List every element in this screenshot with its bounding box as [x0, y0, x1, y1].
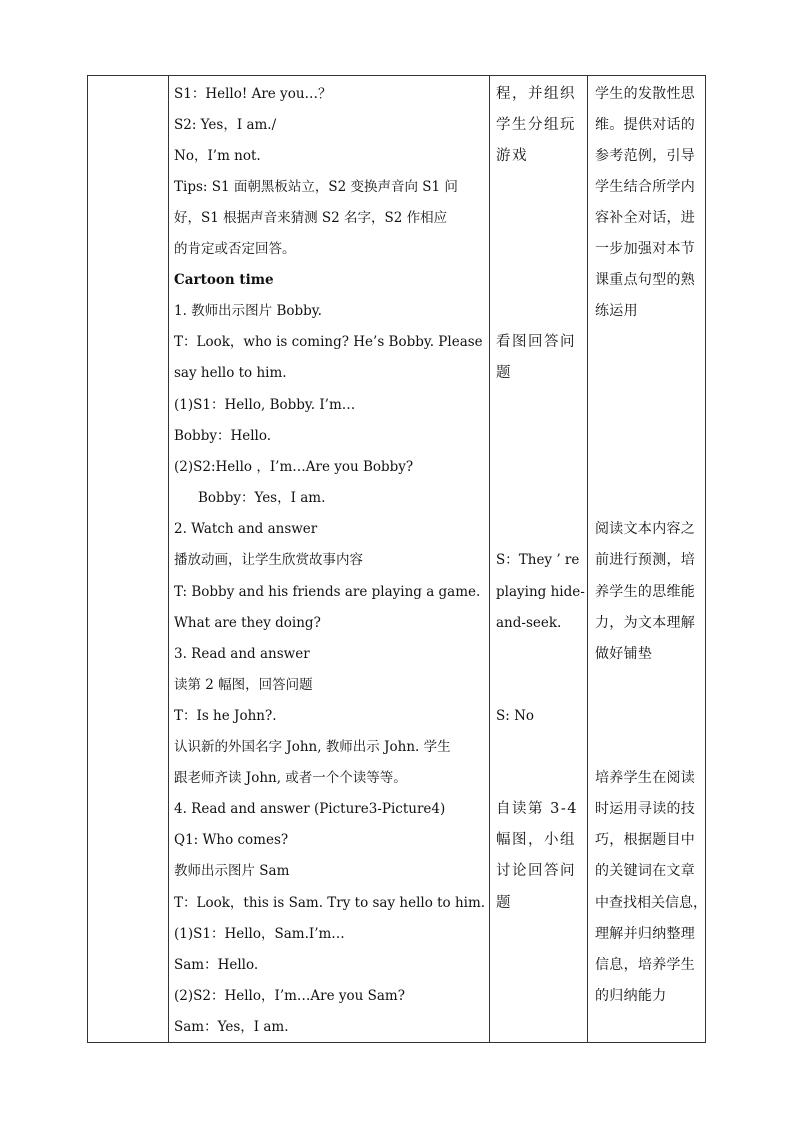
process-line: 的肯定或否定回答。 [174, 241, 296, 257]
process-line: T：Is he John?. [174, 708, 277, 724]
process-line: Tips: S1 面朝黑板站立，S2 变换声音向 S1 问 [174, 179, 458, 195]
student-line: 程，并组织 [496, 86, 576, 102]
purpose-line: 的关键词在文章 [595, 863, 696, 879]
purpose-line: 养学生的思维能 [595, 584, 696, 600]
student-line: 讨论回答问 [496, 863, 576, 879]
process-line: S1：Hello! Are you…？ [174, 86, 332, 102]
process-line: 好，S1 根据声音来猜测 S2 名字，S2 作相应 [174, 210, 448, 226]
process-line: (1)S1：Hello，Sam.I’m… [174, 926, 345, 942]
purpose-line: 前进行预测，培 [595, 552, 696, 568]
student-line: 看图回答问 [496, 334, 576, 350]
process-line: No，I’m not. [174, 148, 261, 164]
section-heading: Cartoon time [174, 272, 274, 288]
student-line: S: No [496, 708, 535, 724]
student-line: 学生分组玩 [496, 117, 576, 133]
process-line: say hello to him. [174, 365, 287, 381]
process-line: T：Look，this is Sam. Try to say hello to him. [174, 895, 486, 911]
process-line: (1)S1：Hello, Bobby. I’m… [174, 397, 356, 413]
process-line: 播放动画，让学生欣赏故事内容 [174, 552, 363, 568]
process-line: Q1: Who comes? [174, 832, 289, 848]
student-line: and-seek. [496, 615, 562, 631]
purpose-line: 练运用 [595, 303, 638, 319]
student-line: playing hide- [496, 584, 585, 600]
process-line: 3. Read and answer [174, 646, 310, 662]
process-line: (2)S2:Hello ，I’m…Are you Bobby? [174, 459, 414, 475]
process-line: 教师出示图片 Sam [174, 863, 290, 879]
process-line: 1. 教师出示图片 Bobby. [174, 303, 322, 319]
purpose-line: 力，为文本理解 [595, 615, 696, 631]
purpose-line: 时运用寻读的技 [595, 801, 696, 817]
purpose-line: 学生结合所学内 [595, 179, 696, 195]
student-line: 自读第 3-4 [496, 801, 578, 817]
purpose-line: 的归纳能力 [595, 988, 667, 1004]
process-line: Bobby：Hello. [174, 428, 272, 444]
purpose-line: 做好铺垫 [595, 646, 653, 662]
purpose-line: 阅读文本内容之 [595, 521, 696, 537]
purpose-line: 培养学生在阅读 [595, 770, 696, 786]
purpose-line: 容补全对话，进 [595, 210, 696, 226]
student-line: 题 [496, 895, 512, 911]
process-line: 读第 2 幅图，回答问题 [174, 677, 313, 693]
process-line: 2. Watch and answer [174, 521, 318, 537]
purpose-line: 学生的发散性思 [595, 86, 696, 102]
process-line: Sam：Hello. [174, 957, 259, 973]
purpose-line: 信息，培养学生 [595, 957, 696, 973]
column-divider [489, 76, 490, 1042]
purpose-line: 中查找相关信息， [595, 895, 707, 911]
purpose-line: 参考范例，引导 [595, 148, 696, 164]
process-line: 跟老师齐读 John, 或者一个个读等等。 [174, 770, 407, 786]
process-line: S2: Yes，I am./ [174, 117, 277, 133]
process-line: 认识新的外国名字 John, 教师出示 John. 学生 [174, 739, 451, 755]
purpose-line: 维。提供对话的 [595, 117, 696, 133]
process-line: T：Look，who is coming? He’s Bobby. Please [174, 334, 483, 350]
column-divider [587, 76, 588, 1042]
purpose-line: 课重点句型的熟 [595, 272, 696, 288]
process-line: Sam：Yes，I am. [174, 1019, 289, 1035]
process-line: (2)S2：Hello，I’m…Are you Sam? [174, 988, 405, 1004]
student-line: 题 [496, 365, 512, 381]
process-line: 4. Read and answer (Picture3-Picture4) [174, 801, 446, 817]
purpose-line: 一步加强对本节 [595, 241, 696, 257]
process-line: What are they doing? [174, 615, 321, 631]
student-line: 幅图，小组 [496, 832, 576, 848]
lesson-plan-table [87, 75, 706, 1043]
process-line: Bobby：Yes，I am. [198, 490, 326, 506]
student-line: S：They ’ re [496, 552, 580, 568]
purpose-line: 巧，根据题目中 [595, 832, 696, 848]
purpose-line: 理解并归纳整理 [595, 926, 696, 942]
column-divider [168, 76, 169, 1042]
process-line: T: Bobby and his friends are playing a game. [174, 584, 481, 600]
student-line: 游戏 [496, 148, 528, 164]
